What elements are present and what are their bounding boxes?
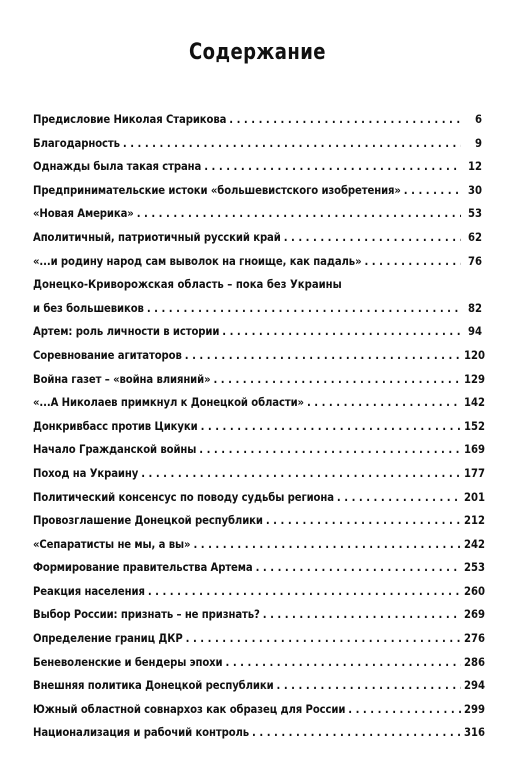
toc-page-number: 129	[464, 372, 486, 386]
toc-entry	[33, 533, 486, 557]
dot-leader	[348, 698, 461, 722]
toc-page-number: 120	[464, 348, 486, 362]
toc-entry	[33, 132, 482, 156]
dot-leader	[137, 202, 461, 226]
toc-entry-title: Начало Гражданской войны	[33, 443, 197, 457]
toc-page-number: 169	[464, 443, 486, 457]
toc-entry	[33, 509, 486, 533]
dot-leader	[277, 674, 461, 698]
toc-page-number: 286	[464, 655, 486, 669]
toc-entry-title: Южный областной совнархоз как образец для России	[33, 702, 346, 716]
toc-entry-title: «...и родину народ сам выволок на гноище, как падаль»	[33, 254, 362, 268]
dot-leader	[307, 391, 461, 415]
toc-page-number: 82	[467, 301, 482, 315]
dot-leader	[199, 438, 461, 462]
toc-entry-title: Выбор России: признать – не признать?	[33, 608, 260, 622]
toc-entry	[33, 698, 486, 722]
toc-entry	[33, 108, 482, 132]
toc-page-number: 6	[474, 113, 482, 126]
dot-leader	[404, 179, 461, 203]
dot-leader	[193, 533, 461, 557]
toc-page-number: 30	[467, 183, 482, 197]
toc-entry-title: «Сепаратисты не мы, а вы»	[33, 537, 191, 551]
dot-leader	[266, 509, 461, 533]
toc-entry-title: «Новая Америка»	[33, 207, 134, 221]
toc-entry-title: «...А Николаев примкнул к Донецкой области»	[33, 396, 304, 410]
page-title: Содержание	[189, 40, 326, 65]
dot-leader	[226, 651, 461, 675]
toc-entry-title: Соревнование агитаторов	[33, 348, 182, 362]
dot-leader	[229, 108, 461, 132]
dot-leader	[222, 320, 461, 344]
toc-entry-title: Внешняя политика Донецкой республики	[33, 679, 274, 693]
toc-page-number: 212	[464, 514, 486, 528]
toc-entry	[33, 202, 482, 226]
toc-entry	[33, 415, 486, 439]
toc-entry-title: Реакция населения	[33, 584, 145, 598]
toc-entry-title: Политический консенсус по поводу судьбы региона	[33, 490, 334, 504]
toc-page-number: 276	[464, 632, 486, 646]
dot-leader	[337, 486, 461, 510]
toc-entry-title: и без большевиков	[33, 301, 144, 315]
toc-page-number: 62	[467, 230, 482, 244]
toc-page-number: 242	[464, 537, 486, 551]
toc-page-number: 253	[464, 561, 486, 575]
dot-leader	[123, 132, 461, 156]
toc-entry	[33, 721, 486, 745]
dot-leader	[204, 155, 461, 179]
toc-page-number: 294	[464, 679, 486, 693]
toc-entry-title: Донкривбасс против Цикуки	[33, 419, 198, 433]
toc-entry	[33, 486, 486, 510]
toc-entry	[33, 368, 486, 392]
toc-entry	[33, 250, 482, 274]
toc-entry	[33, 226, 482, 250]
toc-page-number: 9	[474, 136, 482, 150]
dot-leader	[147, 297, 461, 321]
toc-entry-title: Артем: роль личности в истории	[33, 325, 220, 339]
toc-entry-title: Национализация и рабочий контроль	[33, 726, 250, 740]
toc-entry-title: Беневоленские и бендеры эпохи	[33, 655, 223, 669]
toc-entry-title: Формирование правительства Артема	[33, 561, 253, 575]
dot-leader	[213, 368, 461, 392]
toc-entry-title: Аполитичный, патриотичный русский край	[33, 230, 281, 244]
toc-entry-title: Война газет – «война влияний»	[33, 372, 211, 386]
table-of-contents	[33, 108, 486, 745]
toc-page-number: 76	[467, 254, 482, 268]
dot-leader	[284, 226, 461, 250]
toc-entry	[33, 603, 486, 627]
dot-leader	[263, 603, 461, 627]
toc-entry-title: Провозглашение Донецкой республики	[33, 514, 263, 528]
toc-entry-title: Однажды была такая страна	[33, 160, 202, 174]
toc-entry-title-line1: Донецко-Криворожская область – пока без Украины	[33, 278, 342, 292]
dot-leader	[141, 462, 461, 486]
toc-page-number: 142	[464, 396, 486, 410]
toc-entry-title: Определение границ ДКР	[33, 632, 183, 646]
toc-entry	[33, 155, 482, 179]
toc-page-number: 152	[464, 419, 486, 433]
toc-page-number: 316	[464, 726, 486, 740]
toc-entry-title: Предисловие Николая Старикова	[33, 113, 227, 126]
toc-entry	[33, 344, 486, 368]
toc-entry	[33, 627, 486, 651]
toc-entry	[33, 320, 482, 344]
toc-entry	[33, 674, 486, 698]
toc-entry-title: Поход на Украину	[33, 466, 139, 480]
dot-leader	[256, 556, 461, 580]
toc-entry	[33, 179, 482, 203]
toc-entry	[33, 651, 486, 675]
dot-leader	[148, 580, 461, 604]
toc-entry-title: Благодарность	[33, 136, 120, 150]
toc-entry	[33, 556, 486, 580]
dot-leader	[364, 250, 461, 274]
toc-page-number: 269	[464, 608, 486, 622]
dot-leader	[185, 344, 461, 368]
toc-entry	[33, 391, 486, 415]
toc-page-number: 201	[464, 490, 486, 504]
toc-entry-title: Предпринимательские истоки «большевистского изобретения»	[33, 183, 401, 197]
toc-entry	[33, 580, 486, 604]
dot-leader	[252, 721, 461, 745]
toc-page-number: 12	[467, 160, 482, 174]
toc-entry	[33, 438, 486, 462]
dot-leader	[201, 415, 461, 439]
toc-page-number: 94	[467, 325, 482, 339]
toc-entry	[33, 273, 482, 320]
dot-leader	[186, 627, 461, 651]
toc-entry	[33, 462, 486, 486]
toc-page-number: 177	[464, 466, 486, 480]
toc-page-number: 299	[464, 702, 486, 716]
toc-page-number: 53	[467, 207, 482, 221]
toc-page-number: 260	[464, 584, 486, 598]
